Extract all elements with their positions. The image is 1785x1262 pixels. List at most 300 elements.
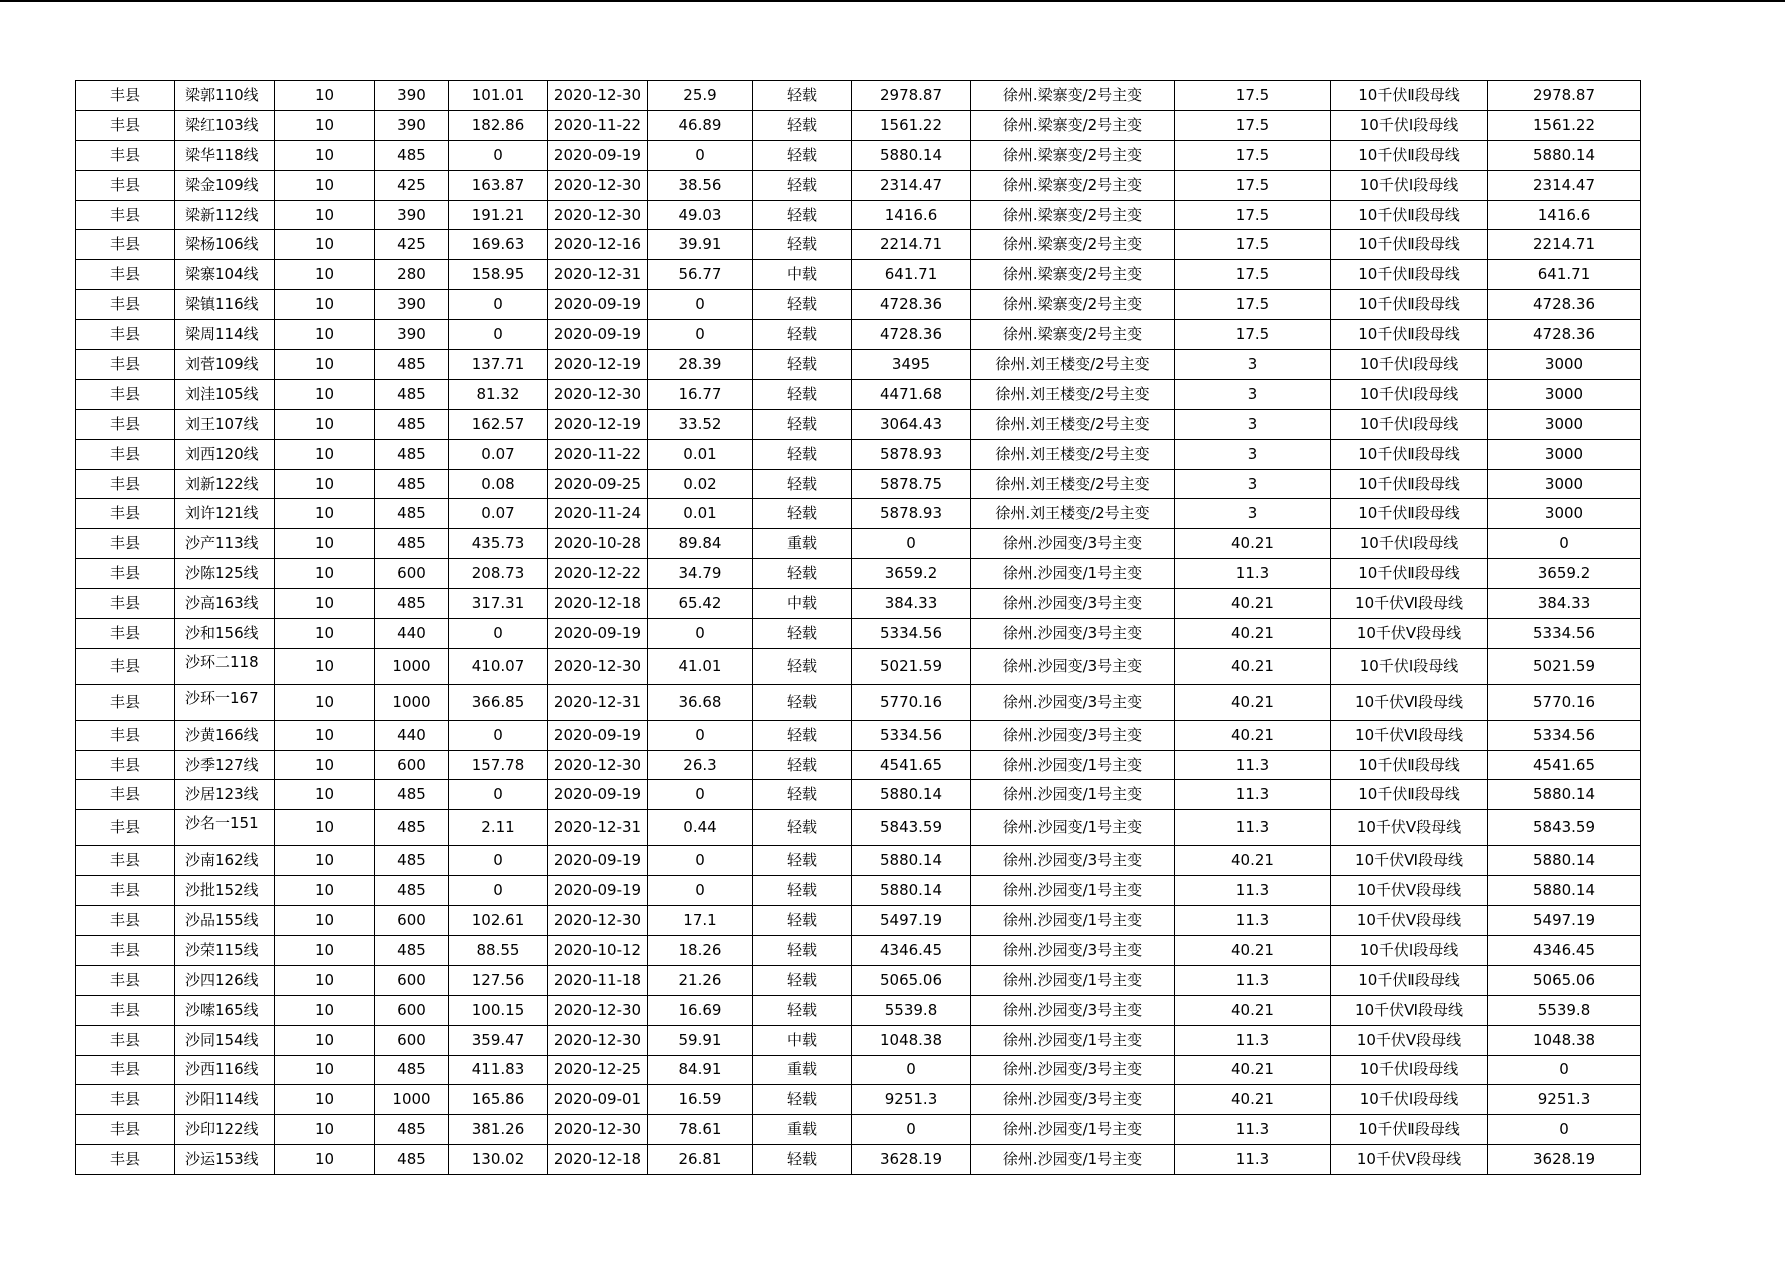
cell-busbar: 10千伏Ⅱ段母线	[1331, 750, 1488, 780]
cell-date: 2020-11-24	[548, 499, 648, 529]
cell-load-rate: 25.9	[648, 81, 753, 111]
cell-available-capacity: 1048.38	[852, 1025, 971, 1055]
cell-voltage: 10	[275, 439, 375, 469]
cell-max-current: 0	[449, 320, 548, 350]
cell-capacity-limit: 5021.59	[1488, 648, 1641, 684]
cell-line-name: 梁郭110线	[175, 81, 275, 111]
cell-county: 丰县	[76, 1055, 175, 1085]
cell-rated-current: 600	[375, 906, 449, 936]
cell-capacity-limit: 0	[1488, 1115, 1641, 1145]
cell-voltage: 10	[275, 230, 375, 260]
cell-available-capacity: 3064.43	[852, 409, 971, 439]
cell-date: 2020-12-30	[548, 379, 648, 409]
table-row	[76, 559, 1641, 589]
cell-rated-current: 485	[375, 589, 449, 619]
cell-rated-current: 440	[375, 619, 449, 649]
cell-transformer: 徐州.沙园变/1号主变	[971, 780, 1175, 810]
cell-county: 丰县	[76, 1085, 175, 1115]
table-row	[76, 230, 1641, 260]
cell-capacity-limit: 1561.22	[1488, 110, 1641, 140]
cell-load-rate: 59.91	[648, 1025, 753, 1055]
cell-line-name: 沙嗦165线	[175, 995, 275, 1025]
cell-date: 2020-12-31	[548, 684, 648, 720]
cell-load-status: 轻载	[753, 935, 852, 965]
table-row	[76, 589, 1641, 619]
cell-voltage: 10	[275, 200, 375, 230]
cell-load-status: 轻载	[753, 170, 852, 200]
cell-load-rate: 0.01	[648, 439, 753, 469]
cell-line-name: 梁周114线	[175, 320, 275, 350]
cell-county: 丰县	[76, 846, 175, 876]
cell-transformer: 徐州.沙园变/3号主变	[971, 684, 1175, 720]
cell-voltage: 10	[275, 684, 375, 720]
cell-available-capacity: 2214.71	[852, 230, 971, 260]
cell-line-name: 沙品155线	[175, 906, 275, 936]
cell-busbar: 10千伏Ⅴ段母线	[1331, 619, 1488, 649]
cell-available-capacity: 9251.3	[852, 1085, 971, 1115]
cell-busbar: 10千伏Ⅱ段母线	[1331, 469, 1488, 499]
cell-available-capacity: 641.71	[852, 260, 971, 290]
cell-available-capacity: 3659.2	[852, 559, 971, 589]
cell-max-current: 0	[449, 720, 548, 750]
cell-load-status: 轻载	[753, 350, 852, 380]
cell-line-name: 梁金109线	[175, 170, 275, 200]
cell-max-current: 137.71	[449, 350, 548, 380]
cell-date: 2020-12-25	[548, 1055, 648, 1085]
cell-rated-current: 600	[375, 965, 449, 995]
cell-line-name: 沙环一167	[175, 684, 275, 720]
cell-available-capacity: 0	[852, 1055, 971, 1085]
cell-capacity-limit: 5880.14	[1488, 876, 1641, 906]
cell-transformer-margin: 11.3	[1175, 965, 1331, 995]
cell-load-status: 轻载	[753, 320, 852, 350]
cell-transformer-margin: 17.5	[1175, 200, 1331, 230]
cell-available-capacity: 5843.59	[852, 810, 971, 846]
cell-line-name: 沙批152线	[175, 876, 275, 906]
cell-max-current: 0.08	[449, 469, 548, 499]
cell-load-status: 轻载	[753, 230, 852, 260]
page-top-rule	[0, 0, 1785, 2]
cell-load-rate: 0	[648, 140, 753, 170]
cell-max-current: 0.07	[449, 499, 548, 529]
cell-county: 丰县	[76, 750, 175, 780]
cell-capacity-limit: 5880.14	[1488, 140, 1641, 170]
cell-rated-current: 485	[375, 1145, 449, 1175]
cell-capacity-limit: 4541.65	[1488, 750, 1641, 780]
cell-capacity-limit: 4728.36	[1488, 290, 1641, 320]
cell-load-status: 轻载	[753, 995, 852, 1025]
cell-county: 丰县	[76, 170, 175, 200]
cell-voltage: 10	[275, 290, 375, 320]
cell-date: 2020-09-19	[548, 846, 648, 876]
cell-rated-current: 485	[375, 350, 449, 380]
cell-rated-current: 485	[375, 140, 449, 170]
cell-date: 2020-09-01	[548, 1085, 648, 1115]
cell-transformer: 徐州.梁寨变/2号主变	[971, 170, 1175, 200]
cell-line-name: 刘新122线	[175, 469, 275, 499]
cell-available-capacity: 5880.14	[852, 140, 971, 170]
cell-available-capacity: 0	[852, 1115, 971, 1145]
cell-capacity-limit: 3000	[1488, 469, 1641, 499]
cell-load-rate: 33.52	[648, 409, 753, 439]
cell-rated-current: 1000	[375, 1085, 449, 1115]
table-row	[76, 619, 1641, 649]
cell-transformer-margin: 3	[1175, 379, 1331, 409]
cell-transformer-margin: 17.5	[1175, 81, 1331, 111]
cell-load-rate: 0	[648, 619, 753, 649]
cell-date: 2020-12-31	[548, 260, 648, 290]
cell-voltage: 10	[275, 1115, 375, 1145]
table-row	[76, 81, 1641, 111]
cell-load-status: 轻载	[753, 1085, 852, 1115]
cell-max-current: 101.01	[449, 81, 548, 111]
cell-capacity-limit: 3000	[1488, 379, 1641, 409]
table-row	[76, 1025, 1641, 1055]
cell-busbar: 10千伏Ⅴ段母线	[1331, 1025, 1488, 1055]
cell-available-capacity: 4346.45	[852, 935, 971, 965]
cell-voltage: 10	[275, 81, 375, 111]
cell-capacity-limit: 3628.19	[1488, 1145, 1641, 1175]
cell-county: 丰县	[76, 965, 175, 995]
cell-max-current: 0	[449, 140, 548, 170]
cell-max-current: 0	[449, 876, 548, 906]
cell-busbar: 10千伏Ⅱ段母线	[1331, 1115, 1488, 1145]
cell-line-name: 刘王107线	[175, 409, 275, 439]
cell-available-capacity: 5497.19	[852, 906, 971, 936]
cell-max-current: 81.32	[449, 379, 548, 409]
cell-load-status: 轻载	[753, 379, 852, 409]
cell-voltage: 10	[275, 1025, 375, 1055]
cell-county: 丰县	[76, 810, 175, 846]
cell-county: 丰县	[76, 230, 175, 260]
cell-available-capacity: 0	[852, 529, 971, 559]
cell-rated-current: 485	[375, 846, 449, 876]
cell-rated-current: 390	[375, 110, 449, 140]
cell-transformer: 徐州.刘王楼变/2号主变	[971, 439, 1175, 469]
cell-date: 2020-11-22	[548, 110, 648, 140]
cell-transformer-margin: 3	[1175, 350, 1331, 380]
cell-busbar: 10千伏Ⅴ段母线	[1331, 876, 1488, 906]
cell-load-status: 轻载	[753, 409, 852, 439]
cell-capacity-limit: 1048.38	[1488, 1025, 1641, 1055]
cell-capacity-limit: 5497.19	[1488, 906, 1641, 936]
cell-transformer-margin: 11.3	[1175, 750, 1331, 780]
cell-load-rate: 89.84	[648, 529, 753, 559]
cell-load-rate: 65.42	[648, 589, 753, 619]
table-row	[76, 1115, 1641, 1145]
cell-transformer: 徐州.沙园变/1号主变	[971, 750, 1175, 780]
cell-busbar: 10千伏Ⅱ段母线	[1331, 320, 1488, 350]
cell-load-status: 轻载	[753, 876, 852, 906]
table-row	[76, 995, 1641, 1025]
cell-busbar: 10千伏Ⅴ段母线	[1331, 810, 1488, 846]
cell-rated-current: 390	[375, 81, 449, 111]
cell-line-name: 刘许121线	[175, 499, 275, 529]
cell-max-current: 157.78	[449, 750, 548, 780]
cell-line-name: 沙居123线	[175, 780, 275, 810]
cell-date: 2020-09-19	[548, 720, 648, 750]
cell-load-status: 轻载	[753, 439, 852, 469]
cell-date: 2020-12-30	[548, 906, 648, 936]
cell-date: 2020-11-18	[548, 965, 648, 995]
cell-transformer-margin: 40.21	[1175, 648, 1331, 684]
cell-load-status: 重载	[753, 1115, 852, 1145]
cell-rated-current: 485	[375, 935, 449, 965]
cell-load-rate: 16.59	[648, 1085, 753, 1115]
cell-available-capacity: 4728.36	[852, 320, 971, 350]
cell-transformer-margin: 17.5	[1175, 290, 1331, 320]
cell-rated-current: 485	[375, 379, 449, 409]
cell-transformer: 徐州.梁寨变/2号主变	[971, 140, 1175, 170]
cell-max-current: 0	[449, 846, 548, 876]
cell-load-status: 轻载	[753, 499, 852, 529]
cell-capacity-limit: 4346.45	[1488, 935, 1641, 965]
cell-load-status: 轻载	[753, 559, 852, 589]
cell-max-current: 162.57	[449, 409, 548, 439]
cell-rated-current: 440	[375, 720, 449, 750]
cell-max-current: 2.11	[449, 810, 548, 846]
cell-county: 丰县	[76, 140, 175, 170]
cell-transformer-margin: 11.3	[1175, 1115, 1331, 1145]
cell-load-rate: 39.91	[648, 230, 753, 260]
cell-county: 丰县	[76, 379, 175, 409]
cell-voltage: 10	[275, 810, 375, 846]
cell-voltage: 10	[275, 780, 375, 810]
cell-load-rate: 18.26	[648, 935, 753, 965]
cell-load-rate: 16.77	[648, 379, 753, 409]
cell-county: 丰县	[76, 876, 175, 906]
cell-date: 2020-12-30	[548, 170, 648, 200]
cell-county: 丰县	[76, 589, 175, 619]
cell-max-current: 0.07	[449, 439, 548, 469]
cell-available-capacity: 4541.65	[852, 750, 971, 780]
cell-available-capacity: 3495	[852, 350, 971, 380]
cell-busbar: 10千伏Ⅱ段母线	[1331, 559, 1488, 589]
cell-date: 2020-12-19	[548, 409, 648, 439]
cell-date: 2020-12-30	[548, 200, 648, 230]
cell-date: 2020-09-19	[548, 140, 648, 170]
cell-transformer-margin: 17.5	[1175, 230, 1331, 260]
cell-capacity-limit: 2214.71	[1488, 230, 1641, 260]
table-row	[76, 200, 1641, 230]
cell-transformer: 徐州.沙园变/1号主变	[971, 1145, 1175, 1175]
cell-busbar: 10千伏Ⅱ段母线	[1331, 780, 1488, 810]
cell-load-status: 中载	[753, 589, 852, 619]
cell-load-status: 轻载	[753, 906, 852, 936]
cell-voltage: 10	[275, 110, 375, 140]
cell-busbar: 10千伏Ⅱ段母线	[1331, 290, 1488, 320]
cell-available-capacity: 384.33	[852, 589, 971, 619]
cell-max-current: 182.86	[449, 110, 548, 140]
cell-transformer-margin: 40.21	[1175, 589, 1331, 619]
cell-line-name: 梁新112线	[175, 200, 275, 230]
cell-county: 丰县	[76, 995, 175, 1025]
cell-load-rate: 16.69	[648, 995, 753, 1025]
cell-line-name: 沙高163线	[175, 589, 275, 619]
cell-voltage: 10	[275, 846, 375, 876]
cell-capacity-limit: 0	[1488, 1055, 1641, 1085]
cell-transformer-margin: 3	[1175, 439, 1331, 469]
table-row	[76, 1085, 1641, 1115]
data-sheet	[75, 80, 1641, 1175]
cell-max-current: 102.61	[449, 906, 548, 936]
cell-voltage: 10	[275, 1055, 375, 1085]
cell-transformer-margin: 40.21	[1175, 995, 1331, 1025]
cell-available-capacity: 5334.56	[852, 720, 971, 750]
cell-busbar: 10千伏Ⅱ段母线	[1331, 230, 1488, 260]
cell-load-status: 轻载	[753, 648, 852, 684]
cell-busbar: 10千伏Ⅰ段母线	[1331, 110, 1488, 140]
cell-rated-current: 485	[375, 810, 449, 846]
cell-capacity-limit: 2978.87	[1488, 81, 1641, 111]
cell-busbar: 10千伏Ⅵ段母线	[1331, 720, 1488, 750]
cell-transformer: 徐州.沙园变/3号主变	[971, 935, 1175, 965]
cell-rated-current: 485	[375, 1115, 449, 1145]
cell-line-name: 沙西116线	[175, 1055, 275, 1085]
cell-rated-current: 390	[375, 320, 449, 350]
cell-available-capacity: 2978.87	[852, 81, 971, 111]
cell-busbar: 10千伏Ⅱ段母线	[1331, 140, 1488, 170]
cell-transformer: 徐州.刘王楼变/2号主变	[971, 409, 1175, 439]
cell-voltage: 10	[275, 559, 375, 589]
cell-date: 2020-12-30	[548, 1115, 648, 1145]
cell-available-capacity: 1416.6	[852, 200, 971, 230]
cell-busbar: 10千伏Ⅱ段母线	[1331, 965, 1488, 995]
cell-load-status: 重载	[753, 1055, 852, 1085]
cell-busbar: 10千伏Ⅵ段母线	[1331, 846, 1488, 876]
cell-load-status: 轻载	[753, 965, 852, 995]
cell-busbar: 10千伏Ⅰ段母线	[1331, 648, 1488, 684]
cell-transformer-margin: 40.21	[1175, 720, 1331, 750]
table-row	[76, 409, 1641, 439]
table-row	[76, 648, 1641, 684]
cell-load-status: 中载	[753, 1025, 852, 1055]
cell-rated-current: 600	[375, 559, 449, 589]
cell-transformer-margin: 40.21	[1175, 1055, 1331, 1085]
cell-transformer: 徐州.沙园变/3号主变	[971, 648, 1175, 684]
cell-load-rate: 49.03	[648, 200, 753, 230]
cell-busbar: 10千伏Ⅰ段母线	[1331, 935, 1488, 965]
cell-transformer: 徐州.梁寨变/2号主变	[971, 260, 1175, 290]
cell-capacity-limit: 5843.59	[1488, 810, 1641, 846]
cell-max-current: 169.63	[449, 230, 548, 260]
cell-voltage: 10	[275, 619, 375, 649]
cell-rated-current: 485	[375, 529, 449, 559]
cell-transformer-margin: 3	[1175, 409, 1331, 439]
cell-line-name: 沙环二118	[175, 648, 275, 684]
cell-load-rate: 0	[648, 720, 753, 750]
cell-line-name: 沙印122线	[175, 1115, 275, 1145]
cell-voltage: 10	[275, 648, 375, 684]
cell-transformer-margin: 11.3	[1175, 906, 1331, 936]
cell-date: 2020-12-30	[548, 648, 648, 684]
cell-load-status: 轻载	[753, 469, 852, 499]
cell-transformer-margin: 11.3	[1175, 1145, 1331, 1175]
cell-capacity-limit: 9251.3	[1488, 1085, 1641, 1115]
cell-rated-current: 600	[375, 995, 449, 1025]
cell-line-name: 沙和156线	[175, 619, 275, 649]
cell-capacity-limit: 0	[1488, 529, 1641, 559]
cell-available-capacity: 3628.19	[852, 1145, 971, 1175]
table-body	[76, 81, 1641, 1175]
cell-busbar: 10千伏Ⅱ段母线	[1331, 499, 1488, 529]
cell-busbar: 10千伏Ⅱ段母线	[1331, 439, 1488, 469]
cell-available-capacity: 5334.56	[852, 619, 971, 649]
cell-rated-current: 485	[375, 1055, 449, 1085]
cell-max-current: 88.55	[449, 935, 548, 965]
table-row	[76, 290, 1641, 320]
cell-date: 2020-12-19	[548, 350, 648, 380]
cell-load-status: 轻载	[753, 140, 852, 170]
cell-voltage: 10	[275, 589, 375, 619]
cell-busbar: 10千伏Ⅵ段母线	[1331, 589, 1488, 619]
cell-line-name: 沙运153线	[175, 1145, 275, 1175]
cell-line-name: 梁杨106线	[175, 230, 275, 260]
cell-transformer: 徐州.沙园变/3号主变	[971, 529, 1175, 559]
cell-available-capacity: 5065.06	[852, 965, 971, 995]
cell-max-current: 366.85	[449, 684, 548, 720]
cell-line-name: 沙陈125线	[175, 559, 275, 589]
cell-load-rate: 0	[648, 876, 753, 906]
cell-county: 丰县	[76, 81, 175, 111]
cell-date: 2020-10-28	[548, 529, 648, 559]
cell-max-current: 0	[449, 780, 548, 810]
cell-rated-current: 425	[375, 170, 449, 200]
table-row	[76, 529, 1641, 559]
cell-transformer: 徐州.沙园变/1号主变	[971, 906, 1175, 936]
cell-rated-current: 390	[375, 200, 449, 230]
cell-busbar: 10千伏Ⅴ段母线	[1331, 1145, 1488, 1175]
cell-line-name: 沙阳114线	[175, 1085, 275, 1115]
cell-rated-current: 390	[375, 290, 449, 320]
cell-transformer: 徐州.沙园变/3号主变	[971, 589, 1175, 619]
cell-capacity-limit: 641.71	[1488, 260, 1641, 290]
cell-max-current: 0	[449, 290, 548, 320]
cell-available-capacity: 1561.22	[852, 110, 971, 140]
cell-rated-current: 485	[375, 876, 449, 906]
cell-busbar: 10千伏Ⅵ段母线	[1331, 995, 1488, 1025]
cell-max-current: 158.95	[449, 260, 548, 290]
cell-load-rate: 0.01	[648, 499, 753, 529]
cell-line-name: 沙黄166线	[175, 720, 275, 750]
cell-voltage: 10	[275, 720, 375, 750]
cell-capacity-limit: 3000	[1488, 499, 1641, 529]
cell-busbar: 10千伏Ⅰ段母线	[1331, 170, 1488, 200]
cell-voltage: 10	[275, 906, 375, 936]
cell-county: 丰县	[76, 290, 175, 320]
cell-capacity-limit: 3659.2	[1488, 559, 1641, 589]
cell-line-name: 沙四126线	[175, 965, 275, 995]
cell-voltage: 10	[275, 1145, 375, 1175]
cell-county: 丰县	[76, 200, 175, 230]
cell-capacity-limit: 5880.14	[1488, 846, 1641, 876]
cell-line-name: 刘菅109线	[175, 350, 275, 380]
table-row	[76, 260, 1641, 290]
cell-county: 丰县	[76, 499, 175, 529]
cell-voltage: 10	[275, 876, 375, 906]
cell-county: 丰县	[76, 409, 175, 439]
cell-load-rate: 17.1	[648, 906, 753, 936]
cell-load-status: 轻载	[753, 200, 852, 230]
cell-busbar: 10千伏Ⅰ段母线	[1331, 1085, 1488, 1115]
table-row	[76, 140, 1641, 170]
cell-load-status: 轻载	[753, 810, 852, 846]
cell-county: 丰县	[76, 469, 175, 499]
cell-load-rate: 21.26	[648, 965, 753, 995]
cell-voltage: 10	[275, 409, 375, 439]
cell-transformer: 徐州.沙园变/3号主变	[971, 1085, 1175, 1115]
cell-date: 2020-12-18	[548, 1145, 648, 1175]
